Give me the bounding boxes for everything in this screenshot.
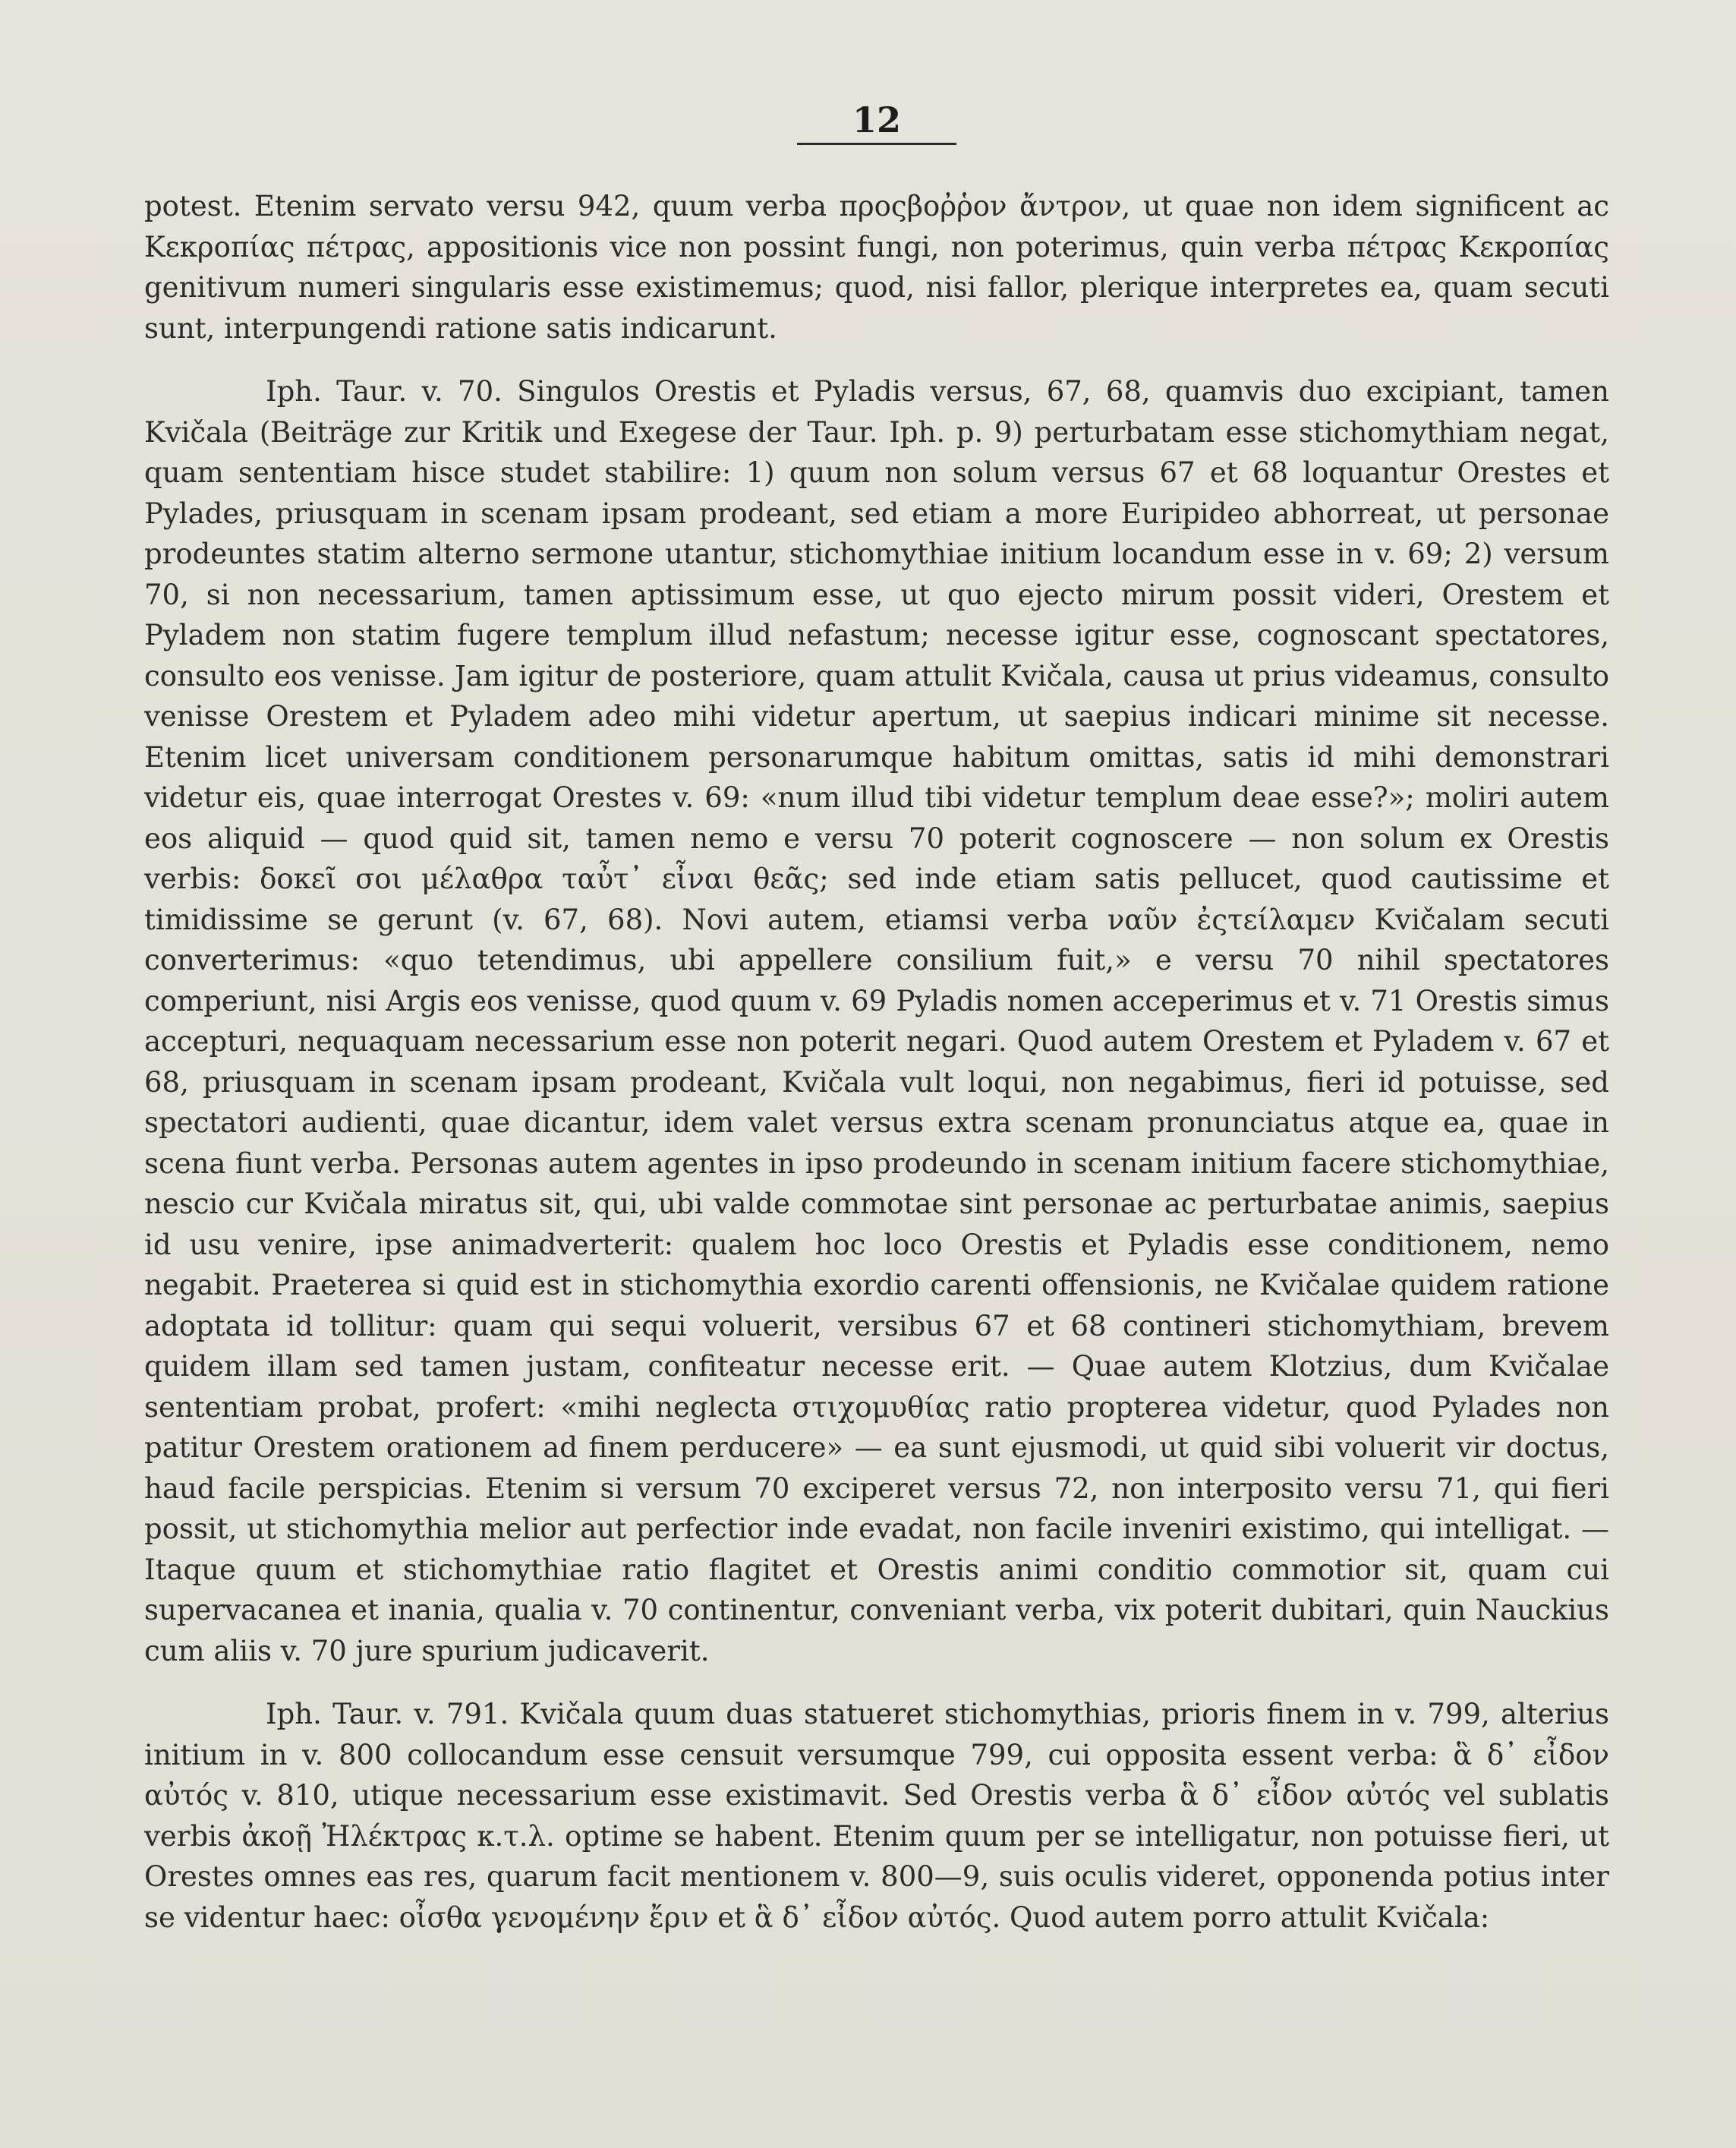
paragraph-iph-taur-v70: Iph. Taur. v. 70. Singulos Orestis et Pyladis versus, 67, 68, quamvis duo excipiant, tamen Kvičala (Beiträge zur Kritik und Exegese der Taur. Iph. p. 9) perturbatam esse stichomythiam negat, quam sententiam hisce studet stabilire: 1) quum non solum versus 67 et 68 loquantur Orestes et Pylades, priusquam in scenam ipsam prodeant, sed etiam a more Euripideo abhorreat, ut personae prodeuntes statim alterno sermone utantur, stichomythiae initium locandum esse in v. 69; 2) versum 70, si non necessarium, tamen aptissimum esse, ut quo ejecto mirum possit videri, Orestem et Pyladem non statim fugere templum illud nefastum; necesse igitur esse, cognoscant spectatores, consulto eos venisse. Jam igitur de posteriore, quam attulit Kvičala, causa ut prius videamus, consulto venisse Orestem et Pyladem adeo mihi videtur apertum, ut saepius indicari minime sit necesse. Etenim licet universam conditionem personarumque habitum omittas, satis id mihi demonstrari videtur eis, quae interrogat Orestes v. 69: «num illud tibi videtur templum deae esse?»; moliri autem eos aliquid — quod quid sit, tamen nemo e versu 70 poterit cognoscere — non solum ex Orestis verbis: δοκεῖ σοι μέλαθρα ταὖτ᾽ εἶναι θεᾶς; sed inde etiam satis pellucet, quod cautissime et timidissime se gerunt (v. 67, 68). Novi autem, etiamsi verba ναῦν ἐςτείλαμεν Kvičalam secuti converterimus: «quo tetendimus, ubi appellere consilium fuit,» e versu 70 nihil spectatores comperiunt, nisi Argis eos venisse, quod quum v. 69 Pyladis nomen acceperimus et v. 71 Orestis simus accepturi, nequaquam necessarium esse non poterit negari. Quod autem Orestem et Pyladem v. 67 et 68, priusquam in scenam ipsam prodeant, Kvičala vult loqui, non negabimus, fieri id potuisse, sed spectatori audienti, quae dicantur, idem valet versus extra scenam pronunciatus atque ea, quae in scena fiunt verba. Personas autem agentes in ipso prodeundo in scenam initium facere stichomythiae, nescio cur Kvičala miratus sit, qui, ubi valde commotae sint personae ac perturbatae animis, saepius id usu venire, ipse animadverterit: qualem hoc loco Orestis et Pyladis esse conditionem, nemo negabit. Praeterea si quid est in stichomythia exordio carenti offensionis, ne Kvičalae quidem ratione adoptata id tollitur: quam qui sequi voluerit, versibus 67 et 68 contineri stichomythiam, brevem quidem illam sed tamen justam, confiteatur necesse erit. — Quae autem Klotzius, dum Kvičalae sententiam probat, profert: «mihi neglecta στιχομυθίας ratio propterea videtur, quod Pylades non patitur Orestem orationem ad finem perducere» — ea sunt ejusmodi, ut quid sibi voluerit vir doctus, haud facile perspicias. Etenim si versum 70 exciperet versus 72, non interposito versu 71, qui fieri possit, ut stichomythia melior aut perfectior inde evadat, non facile inveniri existimo, qui intelligat. — Itaque quum et stichomythiae ratio flagitet et Orestis animi conditio commotior sit, quam cui supervacanea et inania, qualia v. 70 continentur, conveniant verba, vix poterit dubitari, quin Nauckius cum aliis v. 70 jure spurium judicaverit.: [144, 375, 1609, 1667]
paragraph-iph-taur-v791: Iph. Taur. v. 791. Kvičala quum duas statueret stichomythias, prioris finem in v. 799, alterius initium in v. 800 collocandum esse censuit versumque 799, cui opposita essent verba: ἃ δ᾽ εἶδον αὐτός v. 810, utique necessarium esse existimavit. Sed Orestis verba ἃ δ᾽ εἶδον αὐτός vel sublatis verbis ἀκοῇ Ἠλέκτρας κ.τ.λ. optime se habent. Etenim quum per se intelligatur, non potuisse fieri, ut Orestes omnes eas res, quarum facit mentionem v. 800—9, suis oculis videret, opponenda potius inter se videntur haec: οἶσθα γενομένην ἔριν et ἃ δ᾽ εἶδον αὐτός. Quod autem porro attulit Kvičala:: [144, 1698, 1609, 1934]
page-number: 12: [797, 97, 956, 145]
paragraph-continuation: potest. Etenim servato versu 942, quum verba προςβοῤῥον ἄντρον, ut quae non idem significent ac Κεκροπίας πέτρας, appositionis vice non possint fungi, non poterimus, quin verba πέτρας Κεκροπίας genitivum numeri singularis esse existimemus; quod, nisi fallor, plerique interpretes ea, quam secuti sunt, interpungendi ratione satis indicarunt.: [144, 190, 1609, 345]
body-text: [144, 186, 1609, 1938]
